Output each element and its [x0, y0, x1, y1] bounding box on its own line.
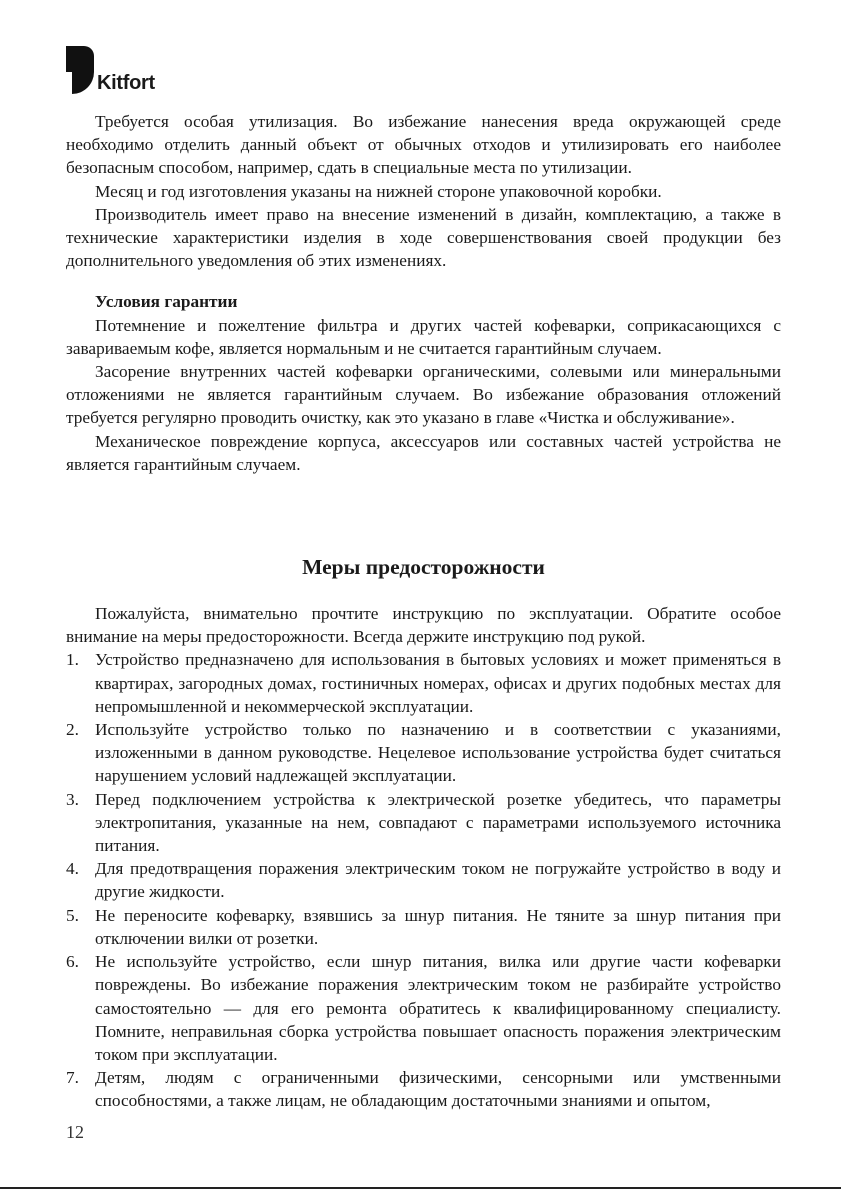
precautions-intro: Пожалуйста, внимательно прочтите инструкцию по эксплуатации. Обратите особое внимание на меры предосторожности. Всегда держите инструкцию под рукой.: [66, 604, 781, 647]
list-item-number: 6.: [66, 952, 79, 972]
list-item-number: 1.: [66, 650, 79, 670]
list-item-text: Устройство предназначено для использования в бытовых условиях и может применяться в квартирах, загородных домах, гостиничных номерах, офисах и других подобных местах для непромышленной и некоммерческой эксплуатации.: [95, 650, 781, 716]
section-title: Меры предосторожности: [302, 555, 545, 580]
precautions-list: [66, 648, 781, 1112]
list-item-number: 4.: [66, 859, 79, 879]
brand-name: Kitfort: [97, 72, 155, 94]
section-spacer: [66, 476, 781, 554]
list-item-text: Перед подключением устройства к электрической розетке убедитесь, что параметры электропитания, указанные на нем, совпадают с параметрами используемого источника питания.: [95, 789, 781, 856]
warranty-paragraph: Засорение внутренних частей кофеварки органическими, солевыми или минеральными отложениями не является гарантийным случаем. Во избежание образования отложений требуется регулярно проводить очистку, как это указано в главе «Чистка и обслуживание».: [66, 362, 781, 428]
list-item: [66, 904, 781, 950]
list-item-text: Детям, людям с ограниченными физическими, сенсорными или умственными способностями, а также лицам, не обладающим достаточными знаниями и опытом,: [95, 1068, 781, 1111]
list-item: [66, 718, 781, 788]
list-item-number: 7.: [66, 1068, 79, 1088]
warranty-paragraph: Механическое повреждение корпуса, аксессуаров или составных частей устройства не является гарантийным случаем.: [66, 431, 781, 474]
list-item: [66, 857, 781, 903]
list-item: [66, 950, 781, 1066]
list-item: [66, 788, 781, 858]
page-number: 12: [66, 1122, 84, 1142]
list-item-number: 2.: [66, 720, 79, 740]
list-item-text: Для предотвращения поражения электрическим током не погружайте устройство в воду и другие жидкости.: [95, 859, 781, 902]
intro-paragraph: Производитель имеет право на внесение изменений в дизайн, комплектацию, а также в технические характеристики изделия в ходе совершенствования своей продукции без дополнительного уведомления об этих изменениях.: [66, 204, 781, 271]
list-item-text: Не переносите кофеварку, взявшись за шнур питания. Не тяните за шнур питания при отключении вилки от розетки.: [95, 905, 781, 948]
warranty-paragraph: Потемнение и пожелтение фильтра и других частей кофеварки, соприкасающихся с завариваемым кофе, является нормальным и не считается гарантийным случаем.: [66, 315, 781, 358]
list-item: [66, 648, 781, 718]
intro-paragraph: Месяц и год изготовления указаны на нижней стороне упаковочной коробки.: [95, 181, 662, 201]
warranty-heading: Условия гарантии: [95, 292, 238, 312]
intro-paragraph: Требуется особая утилизация. Во избежание нанесения вреда окружающей среде необходимо отделить данный объект от обычных отходов и утилизировать его наиболее безопасным способом, например, сдать в специальные места по утилизации.: [66, 112, 781, 178]
list-item-number: 5.: [66, 905, 79, 925]
list-item-text: Не используйте устройство, если шнур питания, вилка или другие части кофеварки повреждены. Во избежание поражения электрическим током не разбирайте устройство самостоятельно — для его ремонта обратитесь к квалифицированному специалисту. Помните, неправильная сборка устройства повышает опасность поражения электрическим током при эксплуатации.: [95, 952, 781, 1064]
list-item-text: Используйте устройство только по назначению и в соответствии с указаниями, изложенными в данном руководстве. Нецелевое использование устройства будет считаться нарушением условий надлежащей эксплуатации.: [95, 720, 781, 786]
kitfort-logo-icon: [66, 46, 94, 94]
list-item: [66, 1066, 781, 1112]
list-item-number: 3.: [66, 789, 79, 809]
brand-logo: [66, 46, 155, 94]
page-content: [66, 110, 781, 1113]
